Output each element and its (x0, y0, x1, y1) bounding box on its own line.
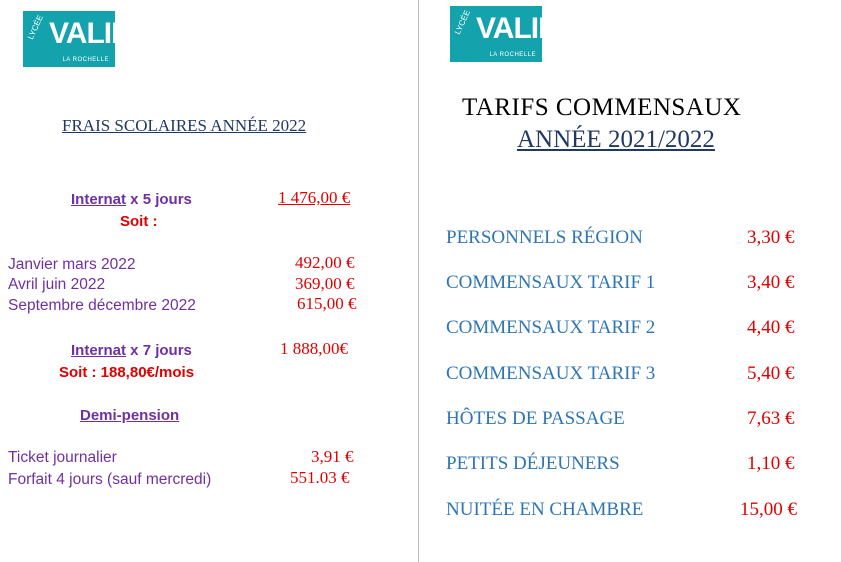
right-title: TARIFS COMMENSAUX (462, 94, 742, 121)
logo-city: LA ROCHELLE (489, 52, 536, 58)
tarif-label-2: COMMENSAUX TARIF 1 (446, 272, 656, 293)
internat-7-price: 1 888,00€ (280, 339, 348, 358)
logo-city: LA ROCHELLE (62, 57, 109, 63)
tarif-price-2: 3,40 € (747, 272, 795, 293)
logo-word: VALIN (49, 17, 132, 50)
tarif-price-3: 4,40 € (747, 317, 795, 338)
demi-pension-label-1: Ticket journalier (8, 449, 117, 466)
tarif-label-4: COMMENSAUX TARIF 3 (446, 363, 656, 384)
month-label-3: Septembre décembre 2022 (8, 297, 196, 314)
demi-pension-price-2: 551.03 € (290, 468, 350, 487)
internat-5-label-underlined: Internat (71, 191, 127, 208)
month-price-1: 492,00 € (295, 253, 355, 272)
internat-5-price: 1 476,00 € (278, 188, 351, 207)
logo-word: VALIN (476, 12, 559, 45)
demi-pension-label-2: Forfait 4 jours (sauf mercredi) (8, 471, 212, 488)
tarif-price-7: 15,00 € (740, 499, 797, 520)
month-label-1: Janvier mars 2022 (8, 256, 136, 273)
logo-small-text: LYCÉE (453, 8, 472, 36)
internat-5-label-rest: x 5 jours (126, 191, 192, 208)
tarif-label-6: PETITS DÉJEUNERS (446, 453, 620, 474)
internat-5-soit: Soit : (120, 213, 158, 230)
tarif-price-4: 5,40 € (747, 363, 795, 384)
logo-left (23, 11, 132, 67)
internat-7-label (71, 342, 192, 359)
right-subtitle: ANNÉE 2021/2022 (517, 126, 715, 153)
demi-pension-heading: Demi-pension (80, 407, 180, 424)
tarif-label-7: NUITÉE EN CHAMBRE (446, 499, 644, 520)
tarif-label-3: COMMENSAUX TARIF 2 (446, 317, 656, 338)
month-label-2: Avril juin 2022 (8, 276, 106, 293)
internat-7-label-rest: x 7 jours (126, 342, 192, 359)
logo-small-text: LYCÉE (26, 13, 45, 41)
internat-7-label-underlined: Internat (71, 342, 127, 359)
internat-5-label (71, 191, 192, 208)
month-price-2: 369,00 € (295, 274, 355, 293)
tarif-label-1: PERSONNELS RÉGION (446, 227, 643, 248)
tarif-label-5: HÔTES DE PASSAGE (446, 408, 625, 429)
left-title: FRAIS SCOLAIRES ANNÉE 2022 (62, 116, 307, 135)
internat-7-soit: Soit : 188,80€/mois (59, 364, 195, 381)
logo-right (450, 6, 559, 62)
tarif-price-5: 7,63 € (747, 408, 795, 429)
tarif-price-1: 3,30 € (747, 227, 795, 248)
demi-pension-price-1: 3,91 € (311, 447, 354, 466)
tarif-price-6: 1,10 € (747, 453, 795, 474)
column-divider (418, 0, 419, 562)
month-price-3: 615,00 € (297, 294, 357, 313)
